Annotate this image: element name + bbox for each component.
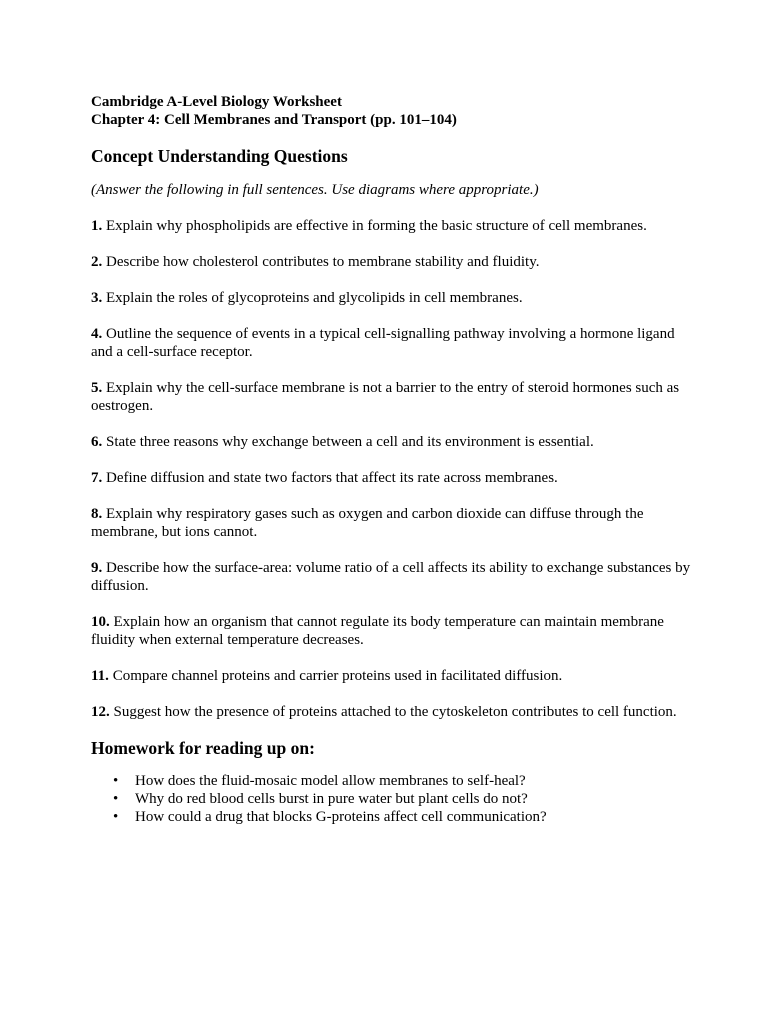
question-number: 5. bbox=[91, 380, 103, 396]
question-text: Explain how an organism that cannot regulate its body temperature can maintain membrane fluidity when external temperature decreases. bbox=[91, 614, 664, 648]
question-number: 1. bbox=[91, 218, 103, 234]
question-text: Explain why phospholipids are effective in forming the basic structure of cell membranes. bbox=[106, 218, 647, 234]
question-text: Explain why respiratory gases such as oxygen and carbon dioxide can diffuse through the membrane, but ions cannot. bbox=[91, 506, 644, 540]
homework-text: Why do red blood cells burst in pure water but plant cells do not? bbox=[135, 791, 528, 807]
bullet-icon: • bbox=[113, 791, 119, 807]
question-number: 6. bbox=[91, 434, 103, 450]
question-number: 7. bbox=[91, 470, 103, 486]
question-item bbox=[91, 217, 691, 235]
question-number: 12. bbox=[91, 704, 110, 720]
question-number: 4. bbox=[91, 326, 103, 342]
question-text: Describe how the surface-area: volume ratio of a cell affects its ability to exchange substances by diffusion. bbox=[91, 560, 691, 594]
homework-text: How could a drug that blocks G-proteins affect cell communication? bbox=[135, 809, 547, 825]
homework-item bbox=[91, 808, 691, 826]
question-text: Suggest how the presence of proteins attached to the cytoskeleton contributes to cell function. bbox=[113, 704, 677, 720]
question-item bbox=[91, 253, 691, 271]
homework-item bbox=[91, 772, 691, 790]
question-item bbox=[91, 433, 691, 451]
question-text: Compare channel proteins and carrier proteins used in facilitated diffusion. bbox=[112, 668, 563, 684]
question-text: Define diffusion and state two factors that affect its rate across membranes. bbox=[106, 470, 558, 486]
question-text: Outline the sequence of events in a typical cell-signalling pathway involving a hormone ligand and a cell-surface receptor. bbox=[91, 326, 675, 360]
question-text: Describe how cholesterol contributes to membrane stability and fluidity. bbox=[106, 254, 540, 270]
concept-questions-heading: Concept Understanding Questions bbox=[91, 146, 348, 166]
worksheet-title: Cambridge A-Level Biology Worksheet bbox=[91, 94, 342, 110]
homework-list bbox=[91, 772, 691, 826]
question-number: 9. bbox=[91, 560, 103, 576]
question-text: Explain why the cell-surface membrane is not a barrier to the entry of steroid hormones such as oestrogen. bbox=[91, 380, 680, 414]
question-item bbox=[91, 559, 691, 595]
question-item bbox=[91, 703, 691, 721]
question-item bbox=[91, 505, 691, 541]
question-list bbox=[91, 217, 691, 721]
chapter-title: Chapter 4: Cell Membranes and Transport (pp. 101–104) bbox=[91, 112, 457, 128]
question-item bbox=[91, 325, 691, 361]
question-number: 11. bbox=[91, 668, 109, 684]
question-number: 2. bbox=[91, 254, 103, 270]
homework-text: How does the fluid-mosaic model allow membranes to self-heal? bbox=[135, 773, 526, 789]
question-item bbox=[91, 379, 691, 415]
homework-heading: Homework for reading up on: bbox=[91, 738, 315, 758]
question-text: State three reasons why exchange between a cell and its environment is essential. bbox=[106, 434, 594, 450]
homework-item bbox=[91, 790, 691, 808]
bullet-icon: • bbox=[113, 809, 119, 825]
question-number: 3. bbox=[91, 290, 103, 306]
question-item bbox=[91, 289, 691, 307]
question-text: Explain the roles of glycoproteins and glycolipids in cell membranes. bbox=[106, 290, 523, 306]
question-number: 8. bbox=[91, 506, 103, 522]
question-item bbox=[91, 667, 691, 685]
instructions-text: (Answer the following in full sentences. Use diagrams where appropriate.) bbox=[91, 182, 539, 198]
bullet-icon: • bbox=[113, 773, 119, 789]
question-number: 10. bbox=[91, 614, 110, 630]
question-item bbox=[91, 613, 691, 649]
worksheet-page bbox=[91, 93, 691, 826]
question-item bbox=[91, 469, 691, 487]
